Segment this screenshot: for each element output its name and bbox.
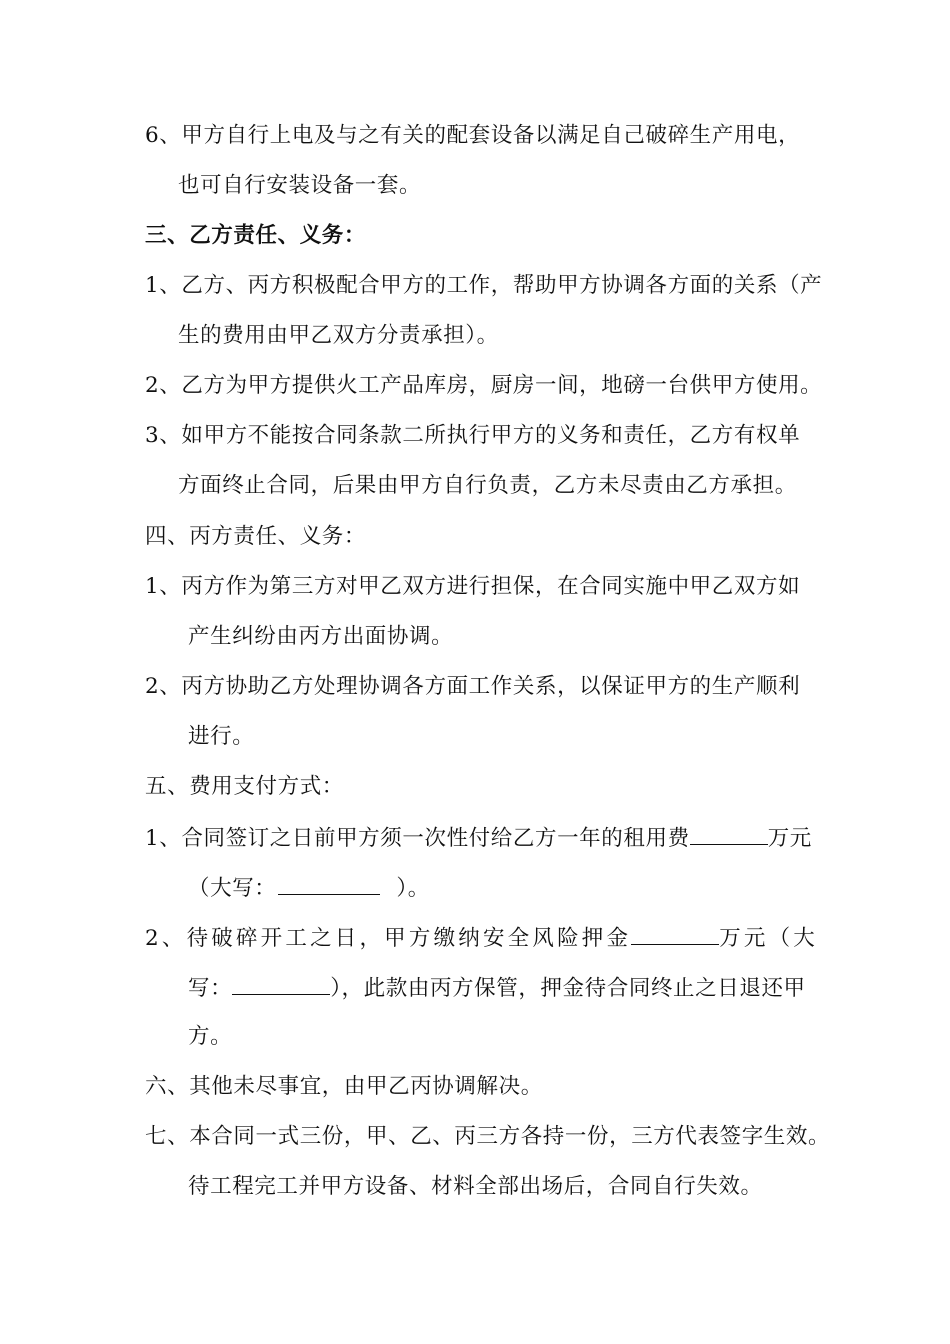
clause-3-3-line-1: 3、如甲方不能按合同条款二所执行甲方的义务和责任，乙方有权单: [145, 423, 801, 448]
section-7-line-2: 待工程完工并甲方设备、材料全部出场后，合同自行失效。: [188, 1174, 763, 1199]
section-5-heading: 五、费用支付方式：: [145, 774, 344, 799]
clause-4-1-line-2: 产生纠纷由丙方出面协调。: [188, 624, 454, 649]
section-3-heading: 三、乙方责任、义务：: [145, 223, 367, 248]
clause-4-1-line-1: 1、丙方作为第三方对甲乙双方进行担保，在合同实施中甲乙双方如: [145, 574, 801, 599]
deposit-capital-blank[interactable]: [232, 972, 330, 995]
clause-3-1-line-1: 1、乙方、丙方积极配合甲方的工作，帮助甲方协调各方面的关系（产: [145, 273, 823, 298]
clause-5-1-unit: 万元: [767, 826, 812, 851]
section-7-line-1: 七、本合同一式三份，甲、乙、丙三方各持一份，三方代表签字生效。: [145, 1124, 831, 1149]
clause-3-2: 2、乙方为甲方提供火工产品库房，厨房一间，地磅一台供甲方使用。: [145, 373, 823, 398]
clause-5-1-line-2: [188, 872, 430, 902]
capital-amount-close: ）。: [396, 876, 430, 901]
deposit-blank[interactable]: [631, 922, 719, 945]
clause-5-2-line-1: [145, 922, 818, 952]
clause-4-2-line-2: 进行。: [188, 724, 255, 749]
rental-fee-capital-blank[interactable]: [278, 872, 380, 895]
section-4-heading: 四、丙方责任、义务：: [145, 524, 367, 549]
clause-3-1-line-2: 生的费用由甲乙双方分责承担）。: [178, 323, 499, 348]
rental-fee-blank[interactable]: [690, 822, 768, 845]
clause-2-6-line-1: 6、甲方自行上电及与之有关的配套设备以满足自己破碎生产用电，: [145, 123, 801, 148]
clause-5-2-line-2: [188, 972, 806, 1002]
clause-5-2-text-2: ），此款由丙方保管，押金待合同终止之日退还甲: [330, 976, 806, 1001]
clause-5-1-line-1: [145, 822, 812, 852]
capital-amount-label: （大写：: [188, 876, 277, 901]
clause-5-1-text: 1、合同签订之日前甲方须一次性付给乙方一年的租用费: [145, 826, 690, 851]
clause-5-2-unit: 万元（大: [719, 926, 818, 951]
clause-4-2-line-1: 2、丙方协助乙方处理协调各方面工作关系，以保证甲方的生产顺利: [145, 674, 801, 699]
section-6: 六、其他未尽事宜，由甲乙丙协调解决。: [145, 1074, 543, 1099]
deposit-capital-label: 写：: [188, 976, 233, 1001]
clause-2-6-line-2: 也可自行安装设备一套。: [178, 173, 422, 198]
clause-5-2-text: 2、待破碎开工之日，甲方缴纳安全风险押金: [145, 926, 632, 951]
clause-3-3-line-2: 方面终止合同，后果由甲方自行负责，乙方未尽责由乙方承担。: [178, 473, 797, 498]
clause-5-2-line-3: 方。: [188, 1024, 233, 1049]
